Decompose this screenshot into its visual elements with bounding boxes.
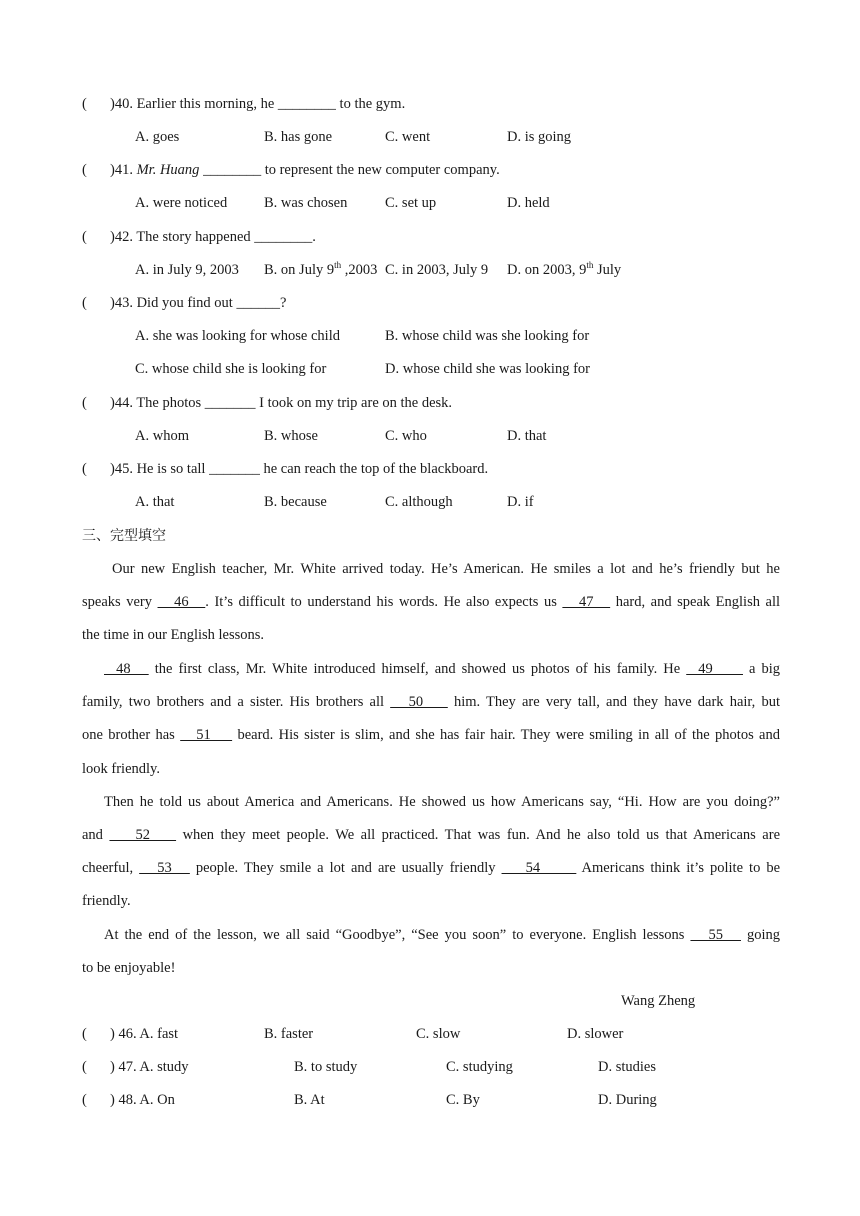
option-c: C. By: [446, 1092, 480, 1108]
option-d: D. held: [507, 195, 550, 211]
passage-p2-line1: [104, 660, 780, 678]
blank-54: 54: [501, 860, 577, 876]
option-b: B. to study: [294, 1059, 358, 1075]
question-41: [82, 161, 500, 179]
option-b: B. whose child was she looking for: [385, 328, 590, 344]
option-a: A. that: [135, 494, 175, 510]
option-c: C. who: [385, 428, 427, 444]
question-stem: )42. The story happened ________.: [110, 229, 316, 245]
question-stem: )40. Earlier this morning, he ________ to the gym.: [110, 96, 406, 112]
option-a: A. goes: [135, 129, 180, 145]
question-42: [82, 228, 316, 246]
passage-text: beard. His sister is slim, and she has fair hair. They were smiling in all of the photos and: [232, 727, 780, 743]
question-stem: )45. He is so tall _______ he can reach the top of the blackboard.: [110, 461, 489, 477]
blank-55: 55: [690, 927, 741, 943]
option-d-month: July: [593, 262, 622, 278]
blank-51: 51: [180, 727, 233, 743]
passage-p1-line1: Our new English teacher, Mr. White arrived today. He’s American. He smiles a lot and he’s friendly but he: [112, 561, 780, 577]
passage-text: him. They are very tall, and they have dark hair, but: [447, 694, 780, 710]
question-47: [82, 1058, 189, 1076]
option-c: C. slow: [416, 1026, 461, 1042]
option-b: B. was chosen: [264, 195, 348, 211]
option-b: B. has gone: [264, 129, 333, 145]
passage-p3-line3: [82, 859, 780, 877]
option-c: C. although: [385, 494, 453, 510]
passage-text: and: [82, 827, 110, 843]
passage-text: cheerful,: [82, 860, 140, 876]
passage-text: a big: [742, 661, 781, 677]
passage-p3-line1: Then he told us about America and Americans. He showed us how Americans say, “Hi. How are you doing?”: [104, 794, 780, 810]
answer-paren: (: [82, 96, 87, 112]
section-title: 三、完型填空: [82, 528, 166, 544]
person-name: Mr. Huang: [136, 162, 200, 178]
option-b: B. At: [294, 1092, 325, 1108]
blank-53: 53: [139, 860, 190, 876]
answer-paren: (: [82, 295, 87, 311]
option-c: C. in 2003, July 9: [385, 262, 489, 278]
question-44: [82, 394, 452, 412]
option-d: [507, 261, 621, 279]
blank-50: 50: [390, 694, 448, 710]
passage-text: one brother has: [82, 727, 181, 743]
option-d: D. whose child she was looking for: [385, 361, 590, 377]
answer-paren: (: [82, 1092, 87, 1108]
passage-p1-line3: the time in our English lessons.: [82, 627, 265, 643]
question-stem: )43. Did you find out ______?: [110, 295, 287, 311]
option-b: B. whose: [264, 428, 318, 444]
passage-text: people. They smile a lot and are usually friendly: [189, 860, 502, 876]
option-a: A. were noticed: [135, 195, 228, 211]
option-b: [264, 261, 377, 279]
option-d-text: D. on 2003, 9: [507, 262, 587, 278]
ordinal-suffix: th: [586, 260, 594, 271]
blank-48: 48: [104, 661, 149, 677]
answer-paren: (: [82, 1026, 87, 1042]
option-d: D. studies: [598, 1059, 656, 1075]
passage-text: family, two brothers and a sister. His brothers all: [82, 694, 391, 710]
passage-text: . It’s difficult to understand his words. He also expects us: [205, 594, 563, 610]
answer-paren: (: [82, 229, 87, 245]
author-signature: Wang Zheng: [621, 993, 696, 1009]
option-b-text: B. on July 9: [264, 262, 335, 278]
answer-paren: (: [82, 395, 87, 411]
passage-p4-line1: [104, 926, 780, 944]
passage-text: At the end of the lesson, we all said “Goodbye”, “See you soon” to everyone. English lessons: [104, 927, 691, 943]
option-c: C. whose child she is looking for: [135, 361, 327, 377]
option-c: C. studying: [446, 1059, 513, 1075]
passage-text: the first class, Mr. White introduced himself, and showed us photos of his family. He: [148, 661, 687, 677]
option-c: C. set up: [385, 195, 437, 211]
passage-text: speaks very: [82, 594, 158, 610]
question-stem: ) 46. A. fast: [110, 1026, 179, 1042]
question-43: [82, 294, 286, 312]
question-number: )41.: [110, 162, 137, 178]
passage-text: Americans think it’s polite to be: [576, 860, 781, 876]
option-a: A. whom: [135, 428, 189, 444]
option-d: D. is going: [507, 129, 572, 145]
ordinal-suffix: th: [334, 260, 342, 271]
question-stem: )44. The photos _______ I took on my trip are on the desk.: [110, 395, 453, 411]
question-40: [82, 95, 405, 113]
answer-paren: (: [82, 1059, 87, 1075]
blank-52: 52: [109, 827, 177, 843]
passage-p2-line2: [82, 693, 780, 711]
passage-text: hard, and speak English all: [610, 594, 781, 610]
answer-paren: (: [82, 162, 87, 178]
passage-p2-line3: [82, 726, 780, 744]
question-stem: ________ to represent the new computer company.: [199, 162, 500, 178]
option-a: A. in July 9, 2003: [135, 262, 239, 278]
option-b-year: ,2003: [341, 262, 378, 278]
option-b: B. faster: [264, 1026, 314, 1042]
option-d: D. that: [507, 428, 547, 444]
passage-p2-line4: look friendly.: [82, 761, 160, 777]
question-stem: ) 48. A. On: [110, 1092, 175, 1108]
option-c: C. went: [385, 129, 431, 145]
passage-p1-line2: [82, 593, 780, 611]
question-stem: ) 47. A. study: [110, 1059, 189, 1075]
option-d: D. During: [598, 1092, 657, 1108]
passage-p3-line2: [82, 826, 780, 844]
option-d: D. slower: [567, 1026, 624, 1042]
passage-text: when they meet people. We all practiced. That was fun. And he also told us that Americans are: [176, 827, 781, 843]
option-d: D. if: [507, 494, 534, 510]
passage-p4-line2: to be enjoyable!: [82, 960, 176, 976]
passage-p3-line4: friendly.: [82, 893, 131, 909]
blank-46: 46: [157, 594, 206, 610]
blank-49: 49: [686, 661, 743, 677]
passage-text: going: [740, 927, 780, 943]
option-b: B. because: [264, 494, 327, 510]
question-48: [82, 1091, 175, 1109]
blank-47: 47: [562, 594, 611, 610]
option-a: A. she was looking for whose child: [135, 328, 340, 344]
question-46: [82, 1025, 178, 1043]
answer-paren: (: [82, 461, 87, 477]
question-45: [82, 460, 488, 478]
